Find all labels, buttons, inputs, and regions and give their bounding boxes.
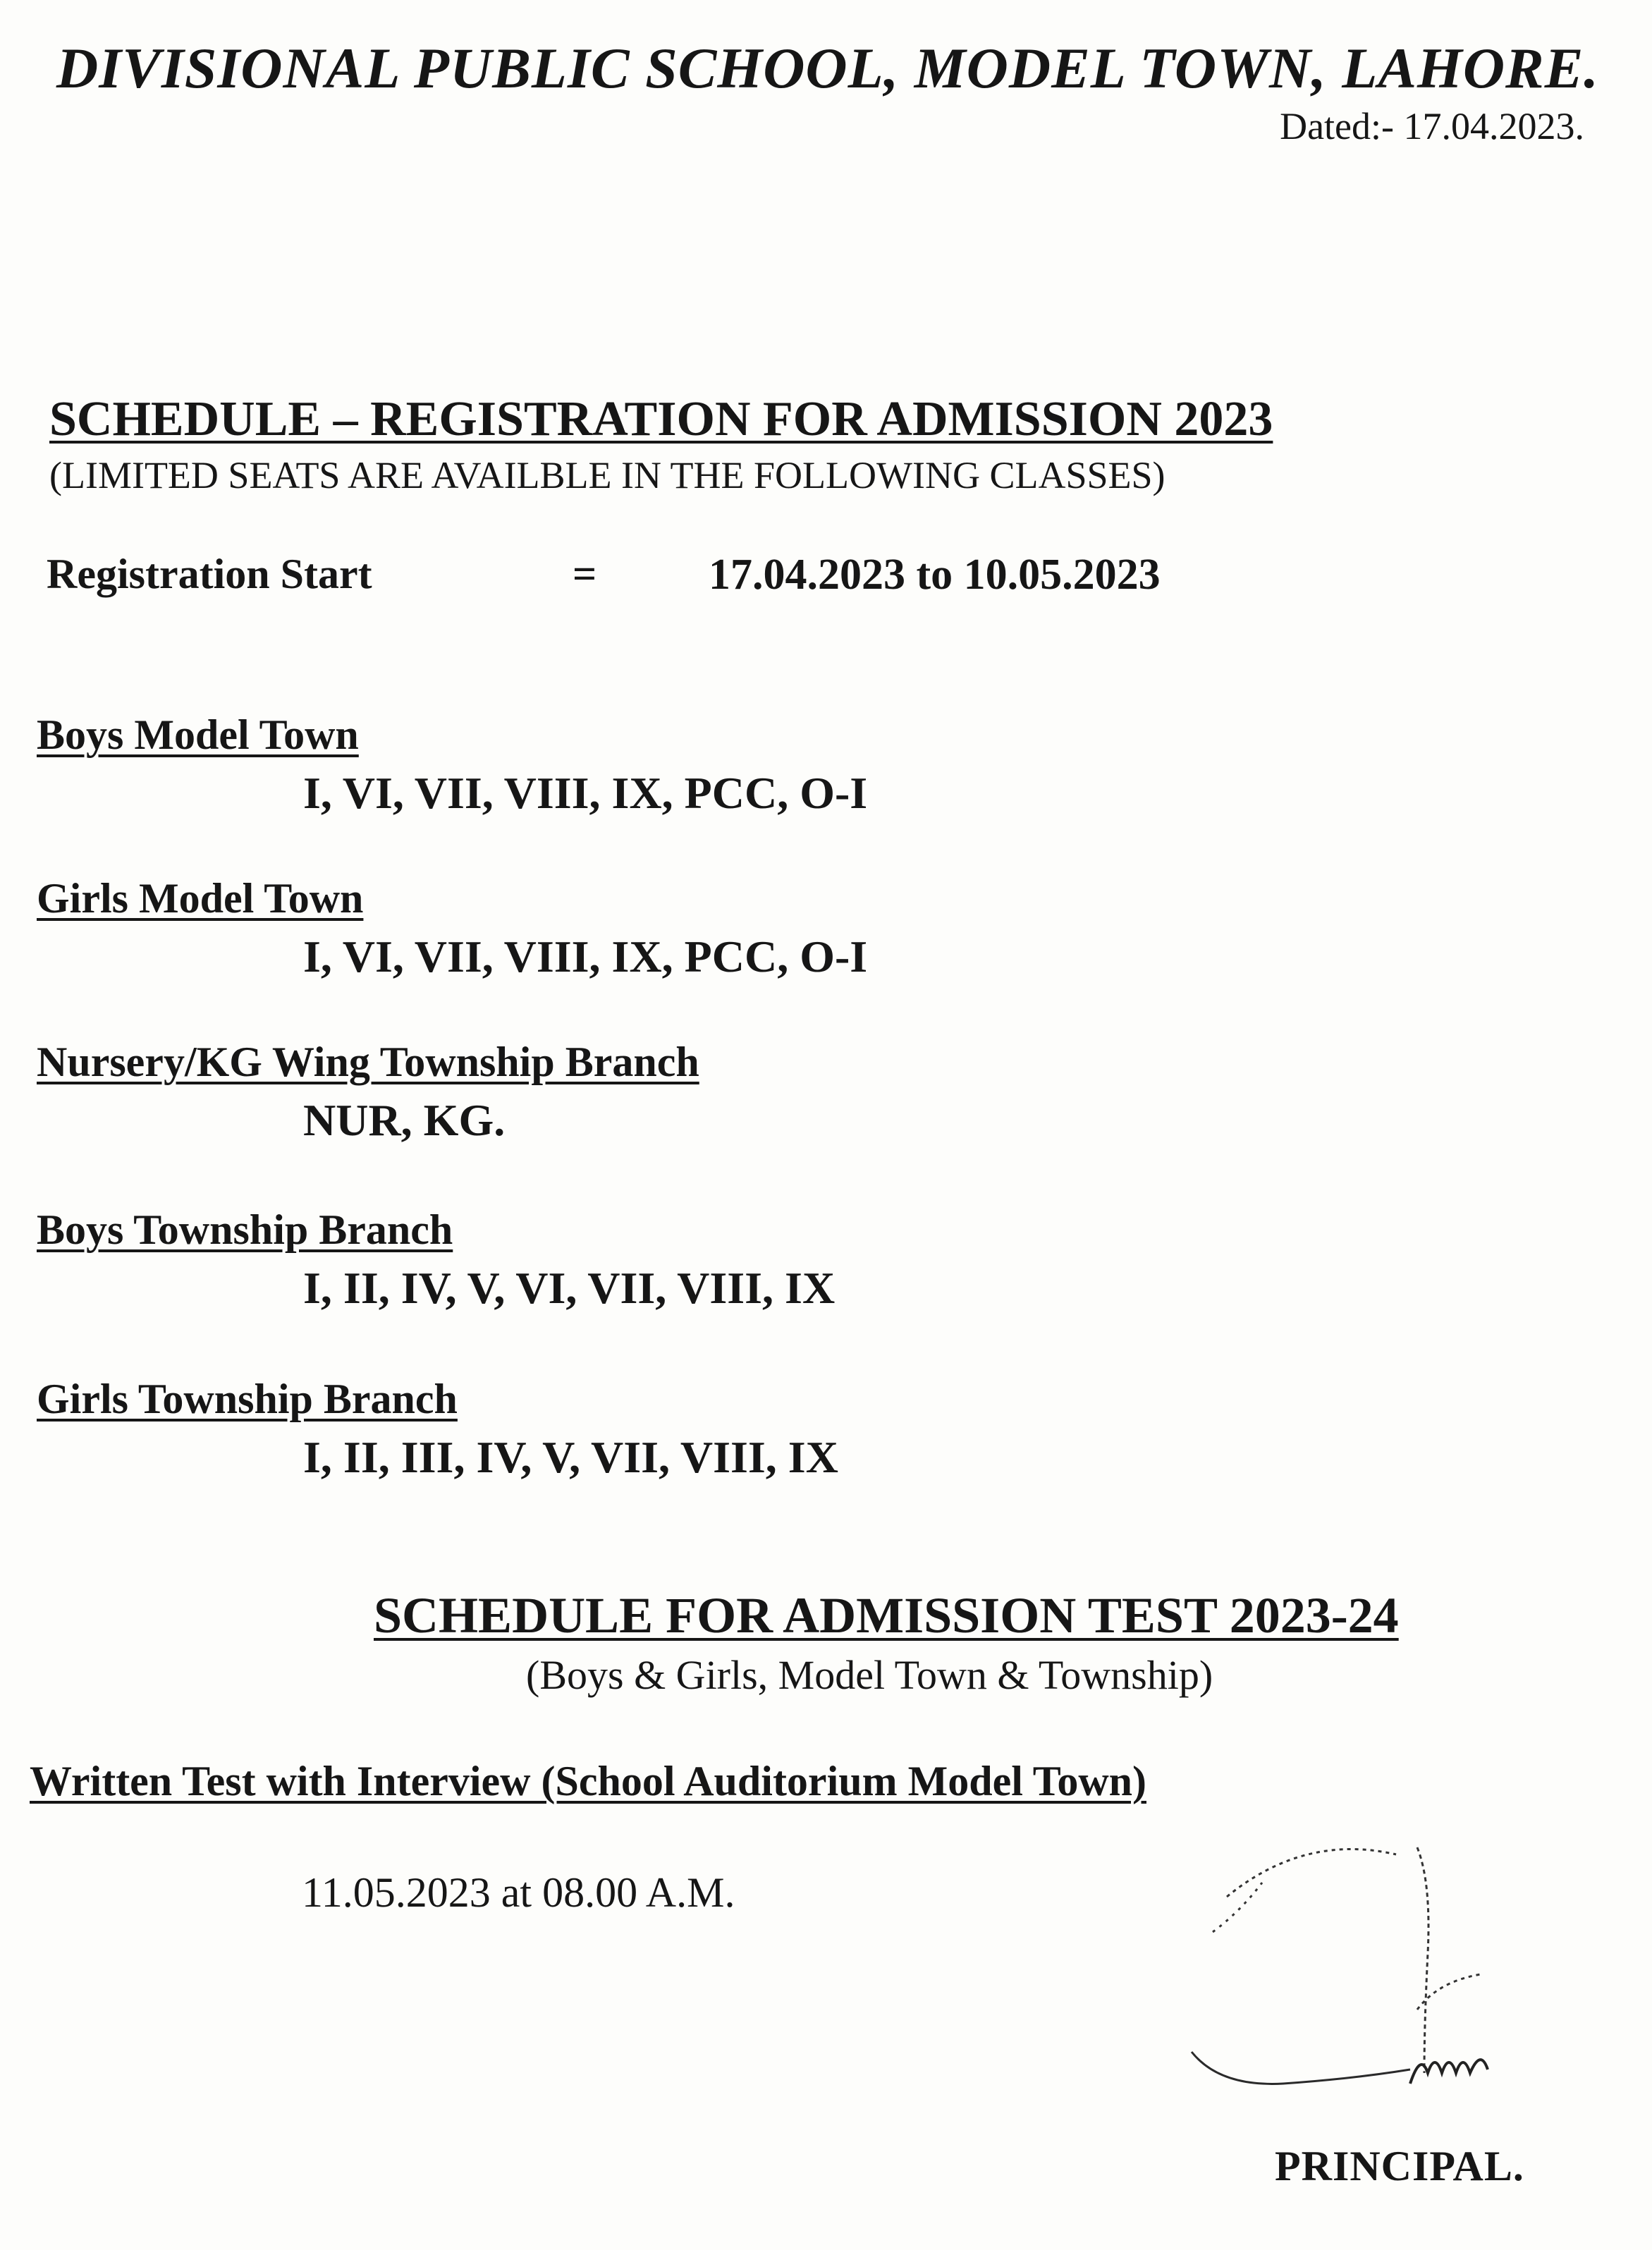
branch-classes-boys-township: I, II, IV, V, VI, VII, VIII, IX [303,1263,836,1313]
branch-classes-nursery-kg: NUR, KG. [303,1095,506,1145]
registration-equals: = [573,551,597,597]
branch-name-boys-model-town: Boys Model Town [37,711,359,758]
branch-name-nursery-kg: Nursery/KG Wing Township Branch [37,1039,699,1085]
test-date-time: 11.05.2023 at 08.00 A.M. [302,1869,735,1916]
admission-test-subtitle: (Boys & Girls, Model Town & Township) [526,1652,1213,1698]
registration-heading: SCHEDULE – REGISTRATION FOR ADMISSION 2023 [49,392,1273,446]
registration-dates: 17.04.2023 to 10.05.2023 [709,551,1161,599]
branch-name-girls-township: Girls Township Branch [37,1376,458,1422]
principal-label: PRINCIPAL. [1275,2143,1524,2189]
branch-name-girls-model-town: Girls Model Town [37,875,364,922]
school-title: DIVISIONAL PUBLIC SCHOOL, MODEL TOWN, LAHORE. [56,36,1599,100]
registration-label: Registration Start [47,551,372,597]
branch-classes-girls-township: I, II, III, IV, V, VII, VIII, IX [303,1432,838,1482]
principal-signature [1185,1840,1551,2136]
branch-classes-girls-model-town: I, VI, VII, VIII, IX, PCC, O-I [303,931,868,982]
registration-subtitle: (LIMITED SEATS ARE AVAILBLE IN THE FOLLOWING CLASSES) [49,454,1165,496]
admission-test-heading: SCHEDULE FOR ADMISSION TEST 2023-24 [374,1587,1399,1644]
document-date: Dated:- 17.04.2023. [1280,105,1584,147]
written-test-line: Written Test with Interview (School Auditorium Model Town) [30,1758,1146,1804]
branch-classes-boys-model-town: I, VI, VII, VIII, IX, PCC, O-I [303,768,868,818]
branch-name-boys-township: Boys Township Branch [37,1206,453,1253]
